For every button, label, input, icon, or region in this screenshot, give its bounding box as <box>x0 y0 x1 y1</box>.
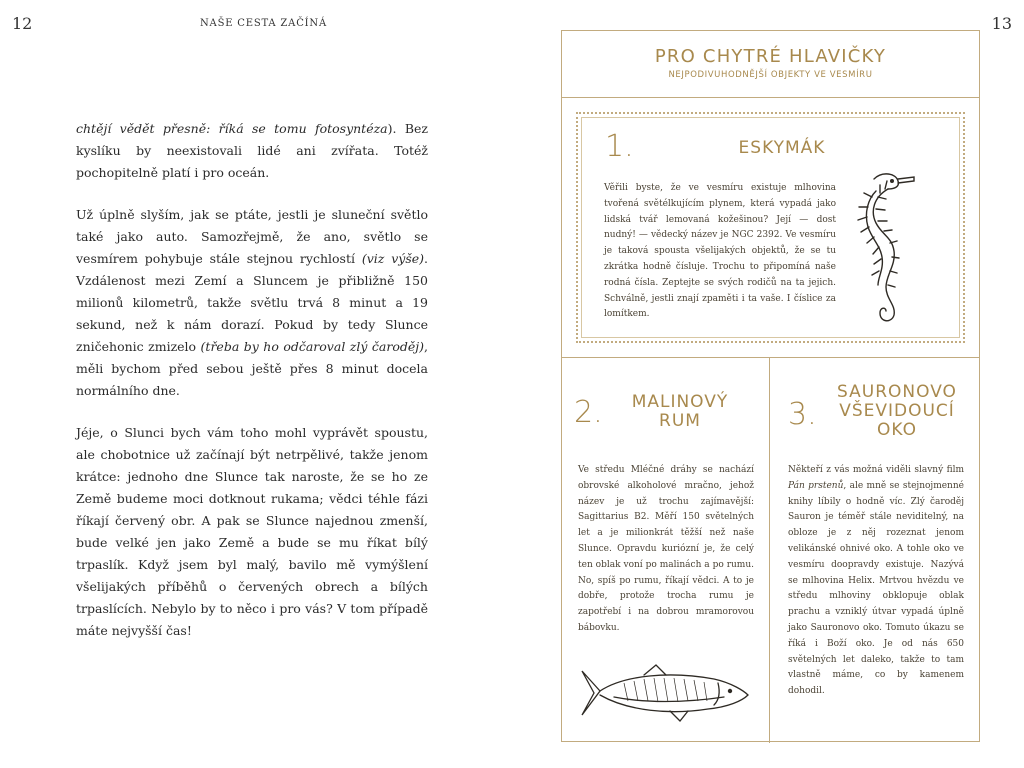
section-eskymak <box>562 97 979 358</box>
heading-line: MALINOVÝ <box>631 392 729 412</box>
text-run: ). Bez kyslíku by neexistovali lidé ani zvířata. Totéž pochopitelně platí i pro oceán. <box>76 121 428 180</box>
section-number: 1. <box>605 129 634 164</box>
italic-phrase: chtějí vědět přesně: říká se tomu fotosyntéza <box>76 121 388 136</box>
section-heading <box>610 393 750 431</box>
section-body: Věřili byste, že ve vesmíru existuje mlhovina tvořená světélkujícím plynem, která vypadá jako lidská tvář lemovaná kožešinou? Její — dost nudný! — vědecký název je NGC 2392. Ve vesmíru je taková spousta všelijakých objektů, že se tu zkrátka hodně čísluje. Trochu to připomíná naše rodná čísla. Zeptejte se svých rodičů na ta jejich. Schválně, jestli znají zpaměti i ta vaše. I číslice za lomítkem. <box>604 183 836 320</box>
seahorse-illustration <box>852 167 922 327</box>
text-run: , měli bychom před sebou ještě přes 8 minut docela normálního dne. <box>76 339 428 398</box>
heading-line: RUM <box>659 411 701 431</box>
section-body <box>788 463 964 700</box>
section-number: 3. <box>788 397 817 432</box>
panel-header <box>562 31 979 98</box>
text-run: Někteří z vás možná viděli slavný film <box>788 465 964 475</box>
section-number: 2. <box>574 395 603 430</box>
italic-phrase: Pán prstenů <box>788 480 844 491</box>
heading-line: SAURONOVO <box>837 382 957 402</box>
heading-line: OKO <box>877 420 917 440</box>
right-page-number: 13 <box>991 14 1012 33</box>
text-run: Už úplně slyším, jak se ptáte, jestli je sluneční světlo také jako auto. Samozřejmě, že ano, světlo se vesmírem pohybuje stále stejnou rychlostí <box>76 207 428 266</box>
column-divider <box>769 357 770 743</box>
section-heading <box>822 383 972 440</box>
italic-phrase: (třeba by ho odčaroval zlý čaroděj) <box>200 339 425 354</box>
paragraph-1 <box>76 118 428 184</box>
text-run: . Vzdálenost mezi Zemí a Sluncem je přibližně 150 milionů kilometrů, takže světlu trvá 8 minut a 19 sekund, než k nám dorazí. Pokud by tedy Slunce zničehonic zmizelo <box>76 251 428 354</box>
italic-phrase: (viz výše) <box>361 251 425 266</box>
panel-title: PRO CHYTRÉ HLAVIČKY <box>654 46 887 67</box>
section-heading: ESKYMÁK <box>738 138 826 158</box>
running-head: NAŠE CESTA ZAČÍNÁ <box>200 18 327 29</box>
paragraph-3: Jéje, o Slunci bych vám toho mohl vyprávět spoustu, ale chobotnice už začínají být netrpělivé, takže jenom krátce: jednoho dne Slunce tak naroste, že se ho ze Země budeme moci dotknout rukama; vědci téhle fázi říkají červený obr. A pak se Slunce najednou zmenší, bude velké jen jako Země a bude se mu říkat bílý trpaslík. Když jsem byl malý, bavilo mě vymýšlení všelijakých příběhů o červených obrech a bílých trpaslících. Nebylo by to něco i pro vás? V tom případě máte nejvyšší čas! <box>76 425 428 638</box>
paragraph-2 <box>76 204 428 402</box>
heading-line: VŠEVIDOUCÍ <box>839 401 955 421</box>
sidebar-panel <box>561 30 980 742</box>
panel-subtitle: NEJPODIVUHODNĚJŠÍ OBJEKTY VE VESMÍRU <box>668 70 873 80</box>
left-page-body <box>76 118 428 662</box>
section-body: Ve středu Mléčné dráhy se nachází obrovské alkoholové mračno, jehož název je už trochu zajímavější: Sagittarius B2. Měří 150 světelných let a je milionkrát těžší než naše Slunce. Opravdu kuriózní je, že celý ten oblak voní po malinách a po rumu. No, spíš po rumu, říkají vědci. A to je dobře, protože trocha rumu je zapotřebí i na dobrou mramorovou bábovku. <box>578 465 754 633</box>
text-run: , ale mně se stejnojmenné knihy líbily o hodně víc. Zlý čaroděj Sauron je téměř stále neviditelný, na obloze je z něj rozeznat jenom velikánské ohnivé oko. A tohle oko ve vesmíru doopravdy existuje. Nazývá se mlhovina Helix. Mrtvou hvězdu ve středu mlhoviny obklopuje oblak prachu a vzniklý útvar vypadá úplně jako Sauronovo oko. Tomuto úkazu se říká i Boží oko. Je od nás 650 světelných let daleko, takže to tam vlastně máme, co by kamenem dohodil. <box>788 480 964 697</box>
left-page-number: 12 <box>12 14 33 33</box>
fish-illustration <box>574 661 754 727</box>
